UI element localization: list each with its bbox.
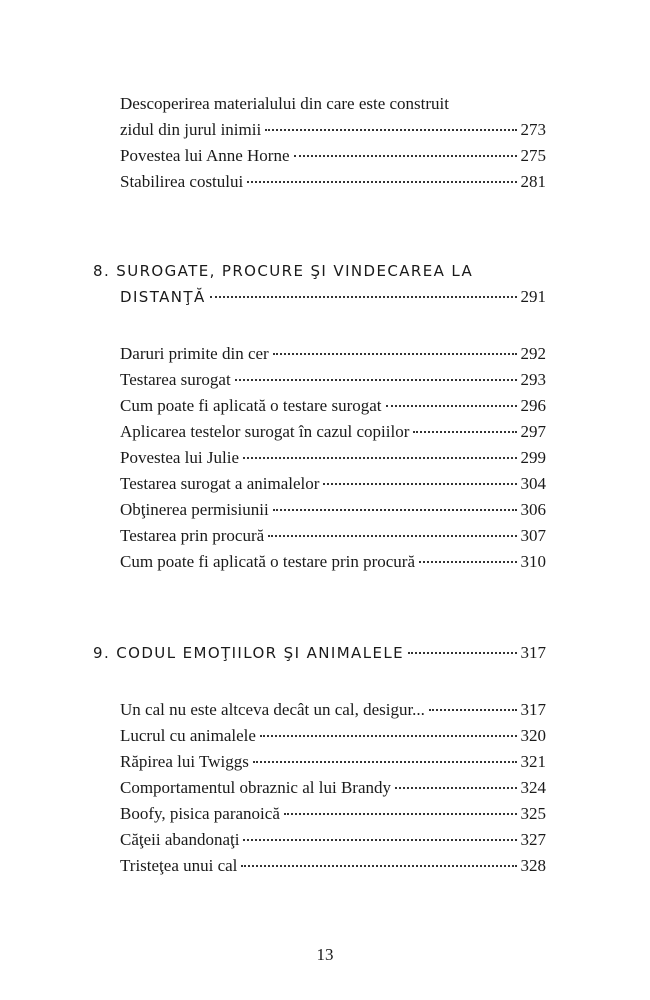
toc-entry-title: Cum poate fi aplicată o testare prin procură xyxy=(120,552,416,571)
leader-dots xyxy=(210,296,517,298)
toc-page-number: 275 xyxy=(520,146,546,165)
toc-entry xyxy=(120,143,546,169)
leader-dots xyxy=(243,457,517,459)
toc-page-number: 292 xyxy=(520,344,546,363)
toc-entry-title: Comportamentul obraznic al lui Brandy xyxy=(120,778,391,797)
toc-entry xyxy=(120,723,546,749)
toc-entry xyxy=(120,367,546,393)
toc-entry-title: Testarea surogat a animalelor xyxy=(120,474,320,493)
leader-dots xyxy=(419,561,516,563)
toc-page-number: 328 xyxy=(520,856,546,875)
toc-entry xyxy=(120,775,546,801)
page-number: 13 xyxy=(316,945,334,964)
leader-dots xyxy=(284,813,517,815)
toc-page-number: 324 xyxy=(520,778,546,797)
toc-entry-title: Povestea lui Julie xyxy=(120,448,239,467)
toc-entry-title: Obţinerea permisiunii xyxy=(120,500,269,519)
leader-dots xyxy=(294,155,517,157)
leader-dots xyxy=(413,431,516,433)
toc-entry xyxy=(120,697,546,723)
toc-entry-title: Testarea surogat xyxy=(120,370,231,389)
toc-page-number: 296 xyxy=(520,396,546,415)
toc-page-number: 320 xyxy=(520,726,546,745)
toc-entry xyxy=(120,117,546,143)
leader-dots xyxy=(273,509,517,511)
leader-dots xyxy=(241,865,516,867)
toc-entry xyxy=(120,749,546,775)
toc-entry xyxy=(120,497,546,523)
toc-entry xyxy=(120,169,546,195)
toc-page-number: 293 xyxy=(520,370,546,389)
toc-entry-title: Povestea lui Anne Horne xyxy=(120,146,290,165)
toc-page-number: 304 xyxy=(520,474,546,493)
leader-dots xyxy=(235,379,517,381)
toc-page-number: 310 xyxy=(520,552,546,571)
toc-entry xyxy=(120,419,546,445)
toc-page-number: 299 xyxy=(520,448,546,467)
toc-entry-title: zidul din jurul inimii xyxy=(120,120,262,139)
chapter-heading-line xyxy=(120,284,546,310)
toc-entry-title: Aplicarea testelor surogat în cazul copiilor xyxy=(120,422,410,441)
chapter-page-number: 291 xyxy=(520,287,546,306)
toc-page-number: 307 xyxy=(520,526,546,545)
toc-entry xyxy=(120,341,546,367)
toc-entry xyxy=(120,445,546,471)
leader-dots xyxy=(273,353,517,355)
toc-entry-title: Testarea prin procură xyxy=(120,526,265,545)
toc-entry xyxy=(120,523,546,549)
leader-dots xyxy=(323,483,516,485)
toc-page-number: 281 xyxy=(520,172,546,191)
toc-page-number: 306 xyxy=(520,500,546,519)
toc-entry xyxy=(120,853,546,879)
toc-entry-title: Căţeii abandonaţi xyxy=(120,830,240,849)
toc-entry-title: Cum poate fi aplicată o testare surogat xyxy=(120,396,382,415)
leader-dots xyxy=(253,761,517,763)
chapter-heading-continued: DISTANŢĂ xyxy=(120,288,206,306)
leader-dots xyxy=(386,405,517,407)
leader-dots xyxy=(408,652,517,654)
toc-entry xyxy=(120,549,546,575)
toc-page-number: 321 xyxy=(520,752,546,771)
toc-entry-title: Lucrul cu animalele xyxy=(120,726,256,745)
leader-dots xyxy=(268,535,516,537)
toc-entry-title: Un cal nu este altceva decât un cal, desigur... xyxy=(120,700,425,719)
chapter-heading-line xyxy=(93,640,546,666)
toc-page-number: 297 xyxy=(520,422,546,441)
toc-entry-title: Răpirea lui Twiggs xyxy=(120,752,249,771)
chapter-heading: 9. CODUL EMOŢIILOR ŞI ANIMALELE xyxy=(93,644,404,662)
toc-entry xyxy=(120,471,546,497)
toc-page-number: 327 xyxy=(520,830,546,849)
leader-dots xyxy=(260,735,517,737)
toc-entry xyxy=(120,801,546,827)
toc-entry xyxy=(120,393,546,419)
chapter-page-number: 317 xyxy=(520,643,546,662)
leader-dots xyxy=(247,181,516,183)
toc-entry-title-line: Descoperirea materialului din care este construit xyxy=(120,94,449,113)
toc-page-number: 325 xyxy=(520,804,546,823)
toc-entry-title: Daruri primite din cer xyxy=(120,344,269,363)
chapter-heading: 8. SUROGATE, PROCURE ŞI VINDECAREA LA xyxy=(93,262,474,280)
toc-entry-title: Stabilirea costului xyxy=(120,172,244,191)
toc-entry-title: Boofy, pisica paranoică xyxy=(120,804,280,823)
toc-page-number: 273 xyxy=(520,120,546,139)
leader-dots xyxy=(243,839,516,841)
leader-dots xyxy=(429,709,517,711)
toc-entry-title: Tristeţea unui cal xyxy=(120,856,238,875)
leader-dots xyxy=(395,787,517,789)
toc-entry xyxy=(120,827,546,853)
leader-dots xyxy=(265,129,516,131)
toc-page-number: 317 xyxy=(520,700,546,719)
